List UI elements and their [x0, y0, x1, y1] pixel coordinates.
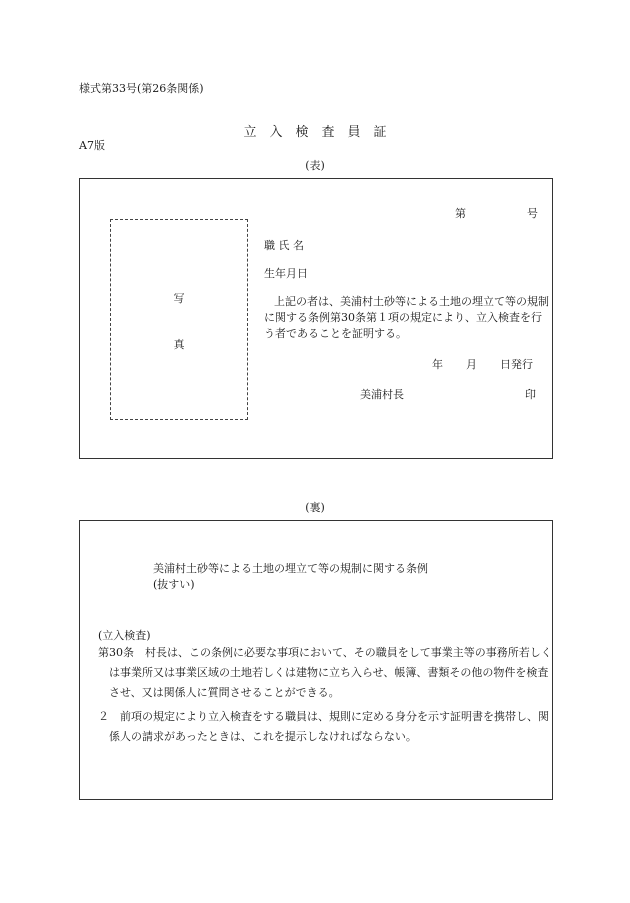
ordinance-title: 美浦村土砂等による土地の埋立て等の規制に関する条例 — [153, 562, 428, 575]
section-heading: (立入検査) — [98, 629, 151, 642]
number-prefix: 第 — [455, 207, 466, 220]
photo-char-2: 真 — [173, 338, 185, 351]
form-number: 様式第33号(第26条関係) — [79, 82, 204, 95]
card-back — [79, 520, 553, 800]
article-30-text: 第30条 村長は、この条例に必要な事項において、その職員をして事業主等の事務所若しくは事業所又は事業区域の土地若しくは建物に立ち入らせ、帳簿、書類その他の物件を検査させ、又は関係人に質問させることができる。 — [98, 646, 552, 699]
issue-year: 年 — [432, 358, 443, 371]
front-side-label: (表) — [305, 159, 325, 172]
birthdate-label: 生年月日 — [264, 267, 308, 280]
issue-month: 月 — [466, 358, 477, 371]
photo-char-1: 写 — [173, 292, 185, 305]
document-title: 立 入 検 査 員 証 — [243, 125, 387, 140]
number-suffix: 号 — [527, 207, 538, 220]
excerpt-note: (抜すい) — [153, 578, 195, 591]
certification-text: 上記の者は、美浦村土砂等による土地の埋立て等の規制に関する条例第30条第１項の規定により、立入検査を行う者であることを証明する。 — [264, 295, 549, 340]
issuer-name: 美浦村長 — [360, 388, 404, 401]
seal-mark: 印 — [525, 388, 536, 401]
back-side-label: (裏) — [305, 501, 325, 514]
card-front — [79, 178, 553, 459]
name-label: 職 氏 名 — [264, 239, 304, 252]
article-30-paragraph-2: ２ 前項の規定により立入検査をする職員は、規則に定める身分を示す証明書を携帯し、関係人の請求があったときは、これを提示しなければならない。 — [98, 710, 549, 743]
photo-box — [110, 219, 248, 420]
issue-day: 日発行 — [500, 358, 533, 371]
card-size: A7版 — [79, 139, 105, 152]
